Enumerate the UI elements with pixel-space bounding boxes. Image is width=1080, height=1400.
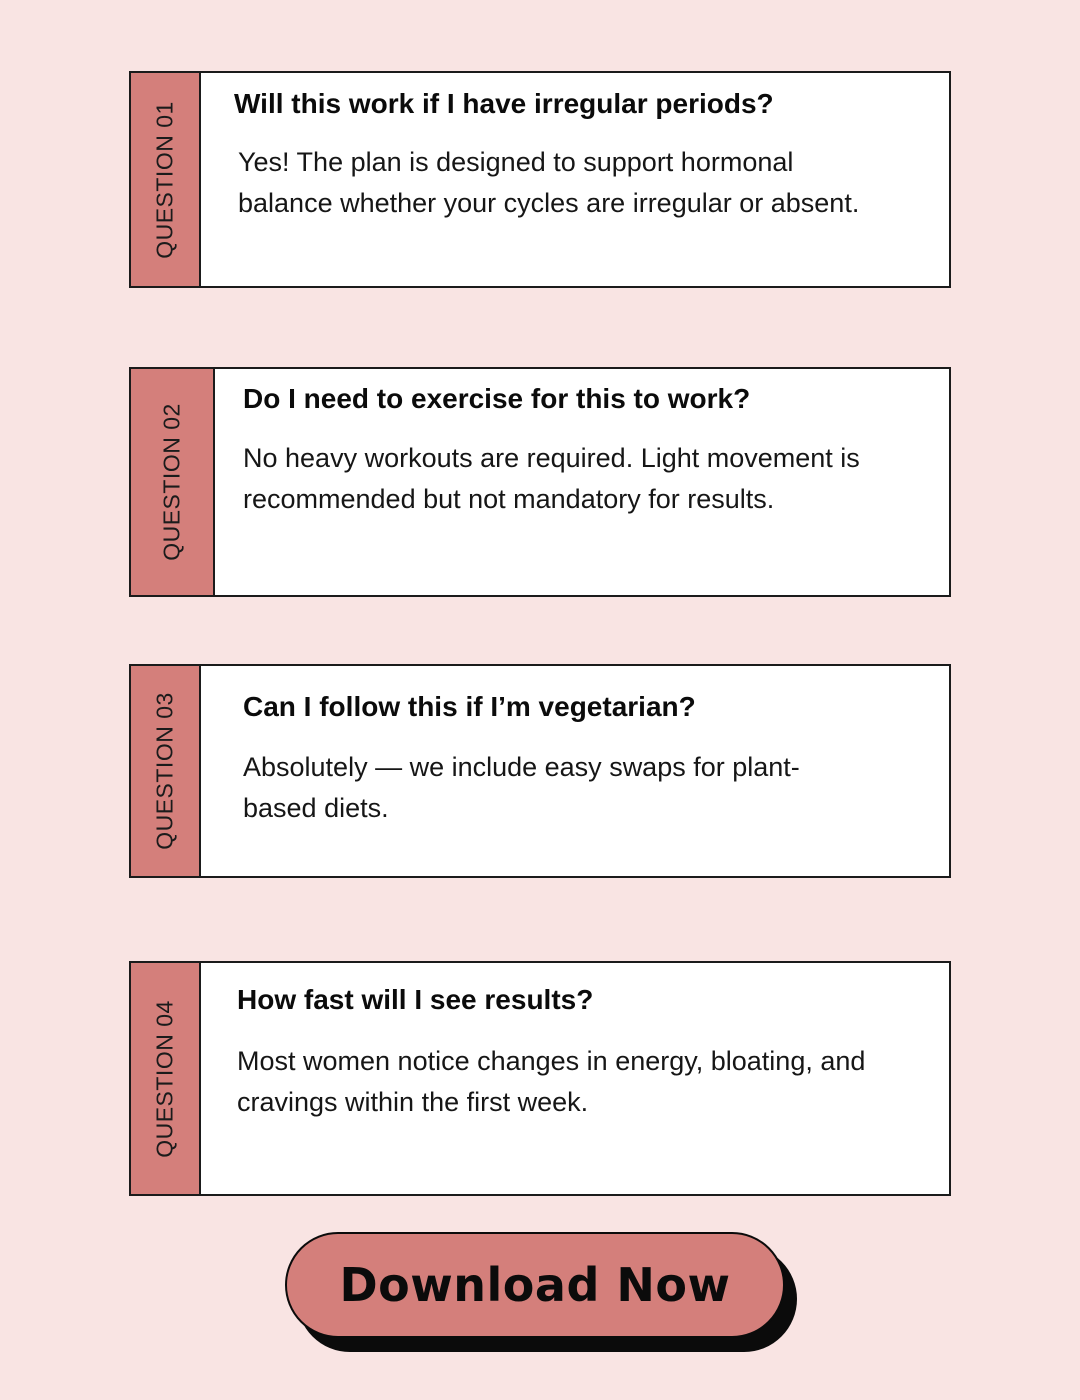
download-now-button[interactable] — [285, 1232, 785, 1338]
faq-card-04 — [129, 961, 951, 1196]
faq-tab-01 — [131, 73, 201, 286]
question-number-label: QUESTION 04 — [151, 999, 178, 1158]
faq-answer: No heavy workouts are required. Light movement is recommended but not mandatory for results. — [243, 443, 860, 514]
cta-container — [285, 1232, 797, 1352]
faq-card-01 — [129, 71, 951, 288]
faq-tab-03 — [131, 666, 201, 876]
question-number-label: QUESTION 01 — [151, 100, 178, 259]
faq-question: How fast will I see results? — [237, 984, 594, 1015]
faq-question: Do I need to exercise for this to work? — [243, 383, 751, 414]
faq-tab-02 — [131, 369, 215, 595]
faq-answer: Absolutely — we include easy swaps for plant-based diets. — [243, 752, 800, 823]
faq-question: Will this work if I have irregular periods? — [234, 88, 774, 119]
question-number-label: QUESTION 02 — [158, 403, 185, 561]
faq-question: Can I follow this if I’m vegetarian? — [243, 691, 696, 722]
question-number-label: QUESTION 03 — [151, 692, 178, 850]
faq-card-02 — [129, 367, 951, 597]
download-now-label: Download Now — [339, 1258, 731, 1312]
faq-card-03 — [129, 664, 951, 878]
faq-tab-04 — [131, 963, 201, 1194]
faq-answer: Most women notice changes in energy, bloating, and cravings within the first week. — [237, 1046, 866, 1117]
faq-answer: Yes! The plan is designed to support hormonal balance whether your cycles are irregular or absent. — [238, 147, 860, 218]
